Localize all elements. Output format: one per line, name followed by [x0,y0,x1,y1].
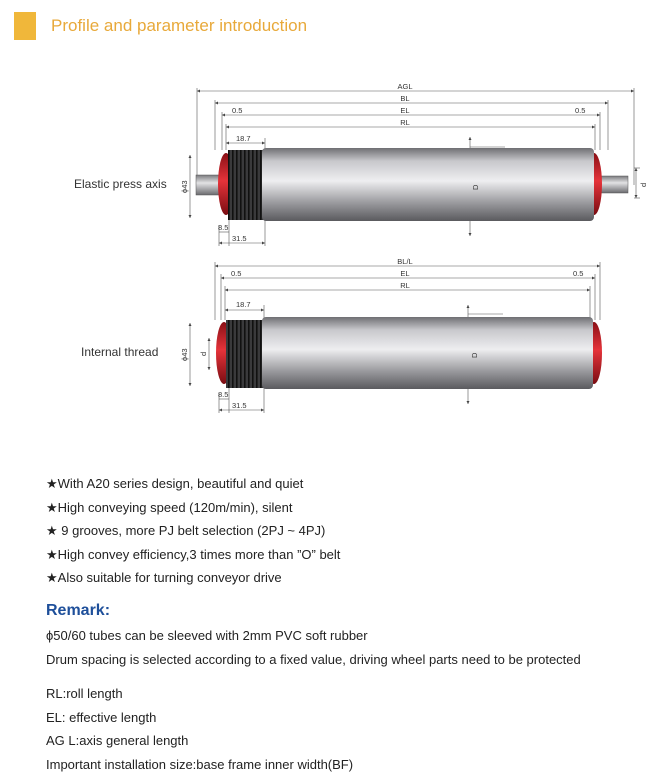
dim-bl-l: BL/L [397,257,412,266]
dim-bottom-small: 8.5 [218,390,228,399]
dim-agl: AGL [397,82,412,91]
dim-groove: 18.7 [236,134,251,143]
dim-gap-right: 0.5 [573,269,583,278]
feature-item: ★High conveying speed (120m/min), silent [46,500,340,524]
dim-shaft-d: d [639,183,648,187]
definition-item: EL: effective length [46,710,353,734]
dim-gap-right: 0.5 [575,106,585,115]
dim-bottom-wide: 31.5 [232,234,247,243]
remark-line: ϕ50/60 tubes can be sleeved with 2mm PVC soft rubber [46,628,368,643]
internal-thread-roller [216,317,602,389]
feature-item: ★With A20 series design, beautiful and quiet [46,476,340,500]
remark-title: Remark: [46,602,110,620]
dim-el: EL [400,106,409,115]
dim-bl: BL [400,94,409,103]
dim-bottom-wide: 31.5 [232,401,247,410]
dim-bottom-small: 8.5 [218,223,228,232]
dim-groove: 18.7 [236,300,251,309]
dim-tube-d: D [470,352,479,358]
page-title: Profile and parameter introduction [51,16,307,36]
definition-item: AG L:axis general length [46,733,353,757]
definition-list [46,686,353,780]
dim-rl: RL [400,118,410,127]
feature-list [46,476,340,594]
remark-line: Drum spacing is selected according to a fixed value, driving wheel parts need to be protected [46,652,581,667]
dim-gap-left: 0.5 [231,269,241,278]
feature-item: ★High convey efficiency,3 times more than ”O” belt [46,547,340,571]
dim-tube-d: D [471,184,480,190]
elastic-press-axis-roller [196,148,628,221]
feature-item: ★Also suitable for turning conveyor drive [46,570,340,594]
diagram2-label: Internal thread [81,345,158,359]
dim-thread-d: d [199,352,208,356]
dim-rl: RL [400,281,410,290]
definition-item: Important installation size:base frame inner width(BF) [46,757,353,780]
dim-phi: ϕ43 [180,348,189,361]
dim-phi: ϕ43 [180,180,189,193]
dim-el: EL [400,269,409,278]
feature-item: ★ 9 grooves, more PJ belt selection (2PJ ~ 4PJ) [46,523,340,547]
definition-item: RL:roll length [46,686,353,710]
diagram1-label: Elastic press axis [74,177,167,191]
dim-gap-left: 0.5 [232,106,242,115]
